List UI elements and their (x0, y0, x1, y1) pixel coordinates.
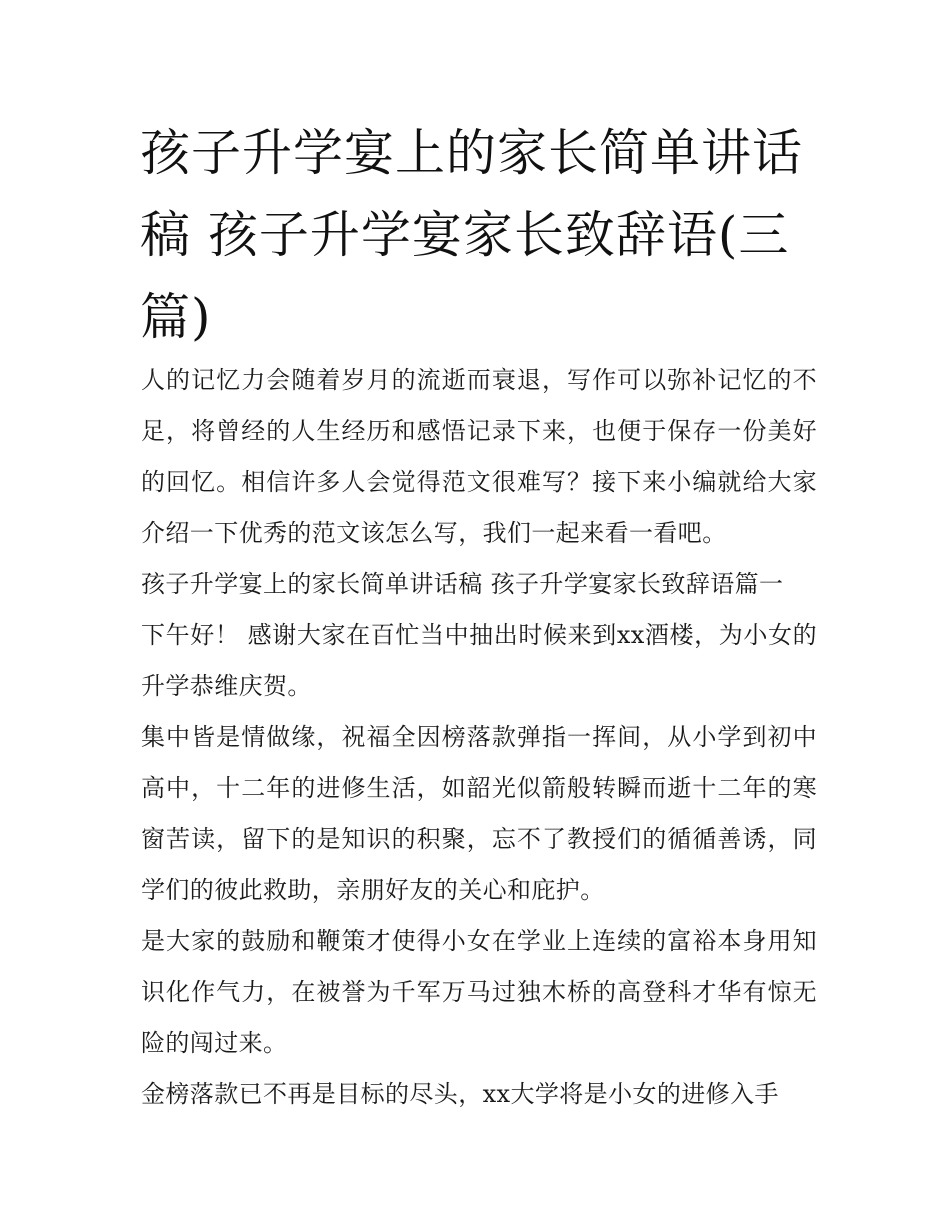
document-title: 孩子升学宴上的家长简单讲话稿 孩子升学宴家长致辞语(三篇) (140, 124, 803, 346)
body-paragraph: 是大家的鼓励和鞭策才使得小女在学业上连续的富裕本身用知识化作气力，在被誉为千军万马过独木桥的高登科才华有惊无险的闯过来。 (141, 927, 817, 1057)
body-paragraph: 下午好！ 感谢大家在百忙当中抽出时候来到xx酒楼，为小女的升学恭维庆贺。 (141, 621, 817, 700)
document-body (141, 355, 817, 1120)
body-paragraph: 金榜落款已不再是目标的尽头，xx大学将是小女的进修入手 (141, 1080, 779, 1108)
body-paragraph: 集中皆是情做缘，祝福全因榜落款弹指一挥间，从小学到初中高中，十二年的进修生活，如韶光似箭般转瞬而逝十二年的寒窗苦读，留下的是知识的积聚，忘不了教授们的循循善诱，同学们的彼此救助，亲朋好友的关心和庇护。 (141, 723, 817, 904)
intro-paragraph: 人的记忆力会随着岁月的流逝而衰退，写作可以弥补记忆的不足，将曾经的人生经历和感悟记录下来，也便于保存一份美好的回忆。相信许多人会觉得范文很难写？接下来小编就给大家介绍一下优秀的范文该怎么写，我们一起来看一看吧。 (141, 366, 817, 547)
section-heading: 孩子升学宴上的家长简单讲话稿 孩子升学宴家长致辞语篇一 (141, 570, 784, 598)
